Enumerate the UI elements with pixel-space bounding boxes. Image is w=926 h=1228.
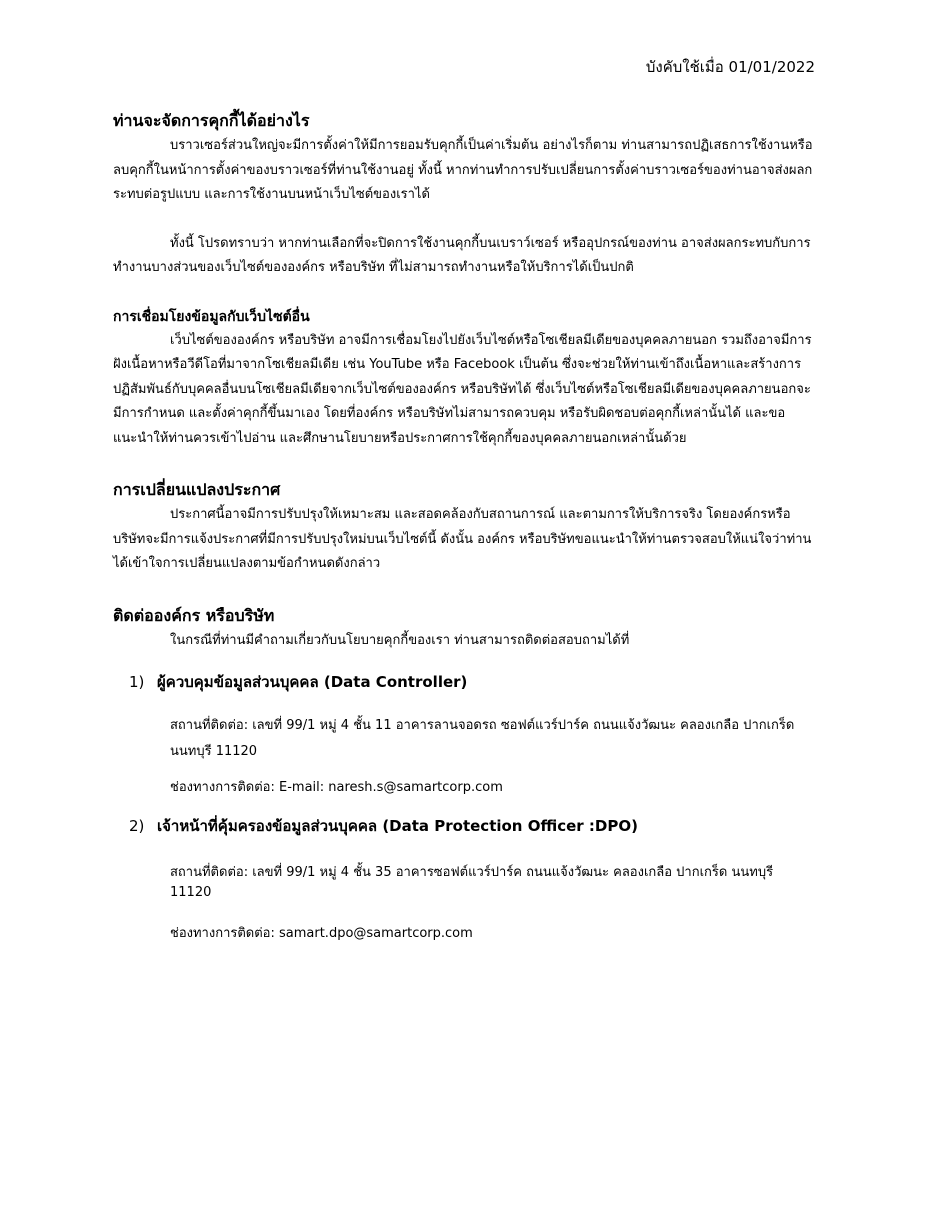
- manage-cookies-paragraph-2: ทั้งนี้ โปรดทราบว่า หากท่านเลือกที่จะปิดการใช้งานคุกกี้บนเบราว์เซอร์ หรืออุปกรณ์ของท่าน อาจส่งผลกระทบกับการทำงานบางส่วนของเว็บไซต์ขององค์กร หรือบริษัท ที่ไม่สามารถทำงานหรือให้บริการได้เป็นปกติ: [113, 235, 811, 275]
- section-heading-notice-changes: การเปลี่ยนแปลงประกาศ: [113, 480, 281, 499]
- manage-cookies-paragraph-1: บราวเซอร์ส่วนใหญ่จะมีการตั้งค่าให้มีการยอมรับคุกกี้เป็นค่าเริ่มต้น อย่างไรก็ตาม ท่านสามารถปฏิเสธการใช้งานหรือลบคุกกี้ในหน้าการตั้งค่าของบราวเซอร์ที่ท่านใช้งานอยู่ ทั้งนี้ หากท่านทำการปรับเปลี่ยนการตั้งค่าบราวเซอร์ของท่านอาจส่งผลกระทบต่อรูปแบบ และการใช้งานบนหน้าเว็บไซต์ของเราได้: [113, 138, 813, 202]
- document-body: [113, 108, 813, 947]
- dpo-address: สถานที่ติดต่อ: เลขที่ 99/1 หมู่ 4 ชั้น 35 อาคารซอฟต์แวร์ปาร์ค ถนนแจ้งวัฒนะ คลองเกลือ ปากเกร็ด นนทบุรี 11120: [170, 865, 774, 900]
- effective-date: บังคับใช้เมื่อ 01/01/2022: [645, 58, 815, 76]
- contact-item-data-controller: [113, 671, 813, 693]
- section-heading-manage-cookies: ท่านจะจัดการคุกกี้ได้อย่างไร: [113, 111, 310, 130]
- data-controller-address: สถานที่ติดต่อ: เลขที่ 99/1 หมู่ 4 ชั้น 11 อาคารลานจอดรถ ซอฟต์แวร์ปาร์ค ถนนแจ้งวัฒนะ คลองเกลือ ปากเกร็ด นนทบุรี 11120: [170, 718, 795, 759]
- contact-item-dpo: [113, 815, 813, 837]
- list-number: 2): [129, 817, 145, 835]
- notice-changes-paragraph: ประกาศนี้อาจมีการปรับปรุงให้เหมาะสม และสอดคล้องกับสถานการณ์ และตามการให้บริการจริง โดยองค์กรหรือบริษัทจะมีการแจ้งประกาศที่มีการปรับปรุงใหม่บนเว็บไซต์นี้ ดังนั้น องค์กร หรือบริษัทขอแนะนำให้ท่านตรวจสอบให้แน่ใจว่าท่านได้เข้าใจการเปลี่ยนแปลงตามข้อกำหนดดังกล่าว: [113, 507, 812, 571]
- contact-item-title: เจ้าหน้าที่คุ้มครองข้อมูลส่วนบุคคล (Data Protection Officer :DPO): [157, 817, 638, 835]
- section-heading-contact: ติดต่อองค์กร หรือบริษัท: [113, 605, 275, 625]
- section-heading-external-links: การเชื่อมโยงข้อมูลกับเว็บไซต์อื่น: [113, 308, 310, 325]
- data-controller-channel: ช่องทางการติดต่อ: E-mail: naresh.s@samartcorp.com: [170, 780, 503, 795]
- external-links-paragraph: เว็บไซต์ขององค์กร หรือบริษัท อาจมีการเชื่อมโยงไปยังเว็บไซต์หรือโซเชียลมีเดียของบุคคลภายนอก รวมถึงอาจมีการฝังเนื้อหาหรือวีดีโอที่มาจากโซเชียลมีเดีย เช่น YouTube หรือ Facebook เป็นต้น ซึ่งจะช่วยให้ท่านเข้าถึงเนื้อหาและสร้างการปฏิสัมพันธ์กับบุคคลอื่นบนโซเชียลมีเดียจากเว็บไซต์ขององค์กร หรือบริษัทได้ ซึ่งเว็บไซต์หรือโซเชียลมีเดียของบุคคลภายนอกจะมีการกำหนด และตั้งค่าคุกกี้ขึ้นมาเอง โดยที่องค์กร หรือบริษัทไม่สามารถควบคุม หรือรับผิดชอบต่อคุกกี้เหล่านั้นได้ และขอแนะนำให้ท่านควรเข้าไปอ่าน และศึกษานโยบายหรือประกาศการใช้คุกกี้ของบุคคลภายนอกเหล่านั้นด้วย: [113, 332, 812, 446]
- contact-item-title: ผู้ควบคุมข้อมูลส่วนบุคคล (Data Controller): [157, 673, 468, 691]
- list-number: 1): [129, 673, 145, 691]
- dpo-channel: ช่องทางการติดต่อ: samart.dpo@samartcorp.com: [170, 926, 473, 941]
- contact-intro: ในกรณีที่ท่านมีคำถามเกี่ยวกับนโยบายคุกกี้ของเรา ท่านสามารถติดต่อสอบถามได้ที่: [170, 632, 630, 648]
